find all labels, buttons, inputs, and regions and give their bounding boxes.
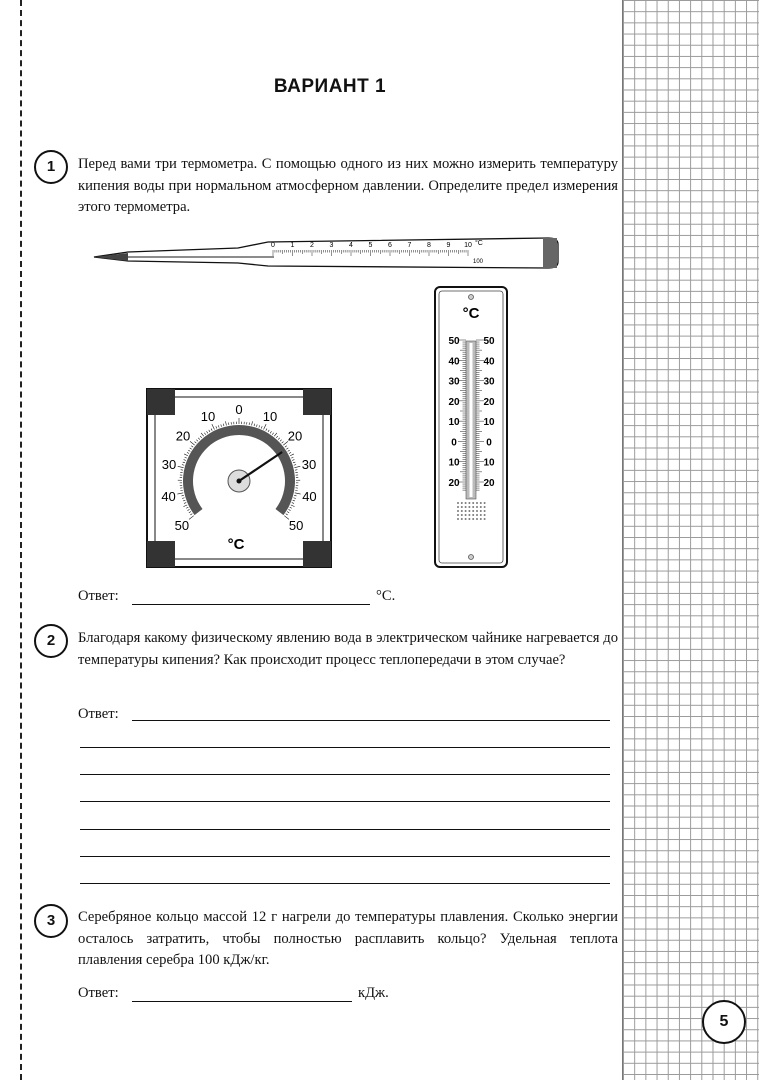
answer-field-2-line-4[interactable] xyxy=(80,801,610,802)
dial-corner-tr xyxy=(303,389,331,415)
wall-thermometer-dot xyxy=(484,514,486,516)
glass-scale-label: 0 xyxy=(271,242,275,249)
wall-scale-label-left: 20 xyxy=(448,396,460,408)
wall-scale-label-left: 10 xyxy=(448,417,460,429)
wall-thermometer-dot xyxy=(457,502,459,504)
wall-thermometer-dot xyxy=(472,506,474,508)
glass-scale-label: 9 xyxy=(446,242,451,249)
wall-scale-label-left: 0 xyxy=(451,437,457,449)
cut-line xyxy=(20,0,22,1080)
wall-thermometer-dot xyxy=(468,514,470,516)
glass-thermometer xyxy=(88,230,568,278)
glass-scale-label: 8 xyxy=(427,242,431,249)
wall-thermometer-dot xyxy=(476,506,478,508)
dial-scale-label: 30 xyxy=(161,457,177,473)
answer-unit-3: кДж. xyxy=(358,985,389,1001)
wall-thermometer-dot xyxy=(457,514,459,516)
dial-scale-label: 20 xyxy=(287,428,303,444)
dial-corner-br xyxy=(303,541,331,567)
wall-thermometer-dot xyxy=(461,502,463,504)
answer-field-3[interactable] xyxy=(132,1001,352,1002)
wall-thermometer xyxy=(433,285,509,569)
wall-thermometer-dot xyxy=(468,518,470,520)
wall-thermometer-dot xyxy=(472,510,474,512)
wall-scale-label-right: 10 xyxy=(483,417,495,429)
glass-scale-label: 6 xyxy=(388,242,392,249)
answer-label-3: Ответ: xyxy=(78,985,119,1001)
wall-thermometer-screw-top xyxy=(469,295,474,300)
glass-scale-label: 4 xyxy=(349,242,353,249)
dial-scale-label: 40 xyxy=(302,488,317,504)
wall-thermometer-dot xyxy=(484,506,486,508)
answer-label-1: Ответ: xyxy=(78,588,119,604)
question-number-2: 2 xyxy=(34,624,68,658)
wall-scale-label-left: 10 xyxy=(448,457,460,469)
dial-scale-label: 20 xyxy=(175,428,191,444)
wall-thermometer-dot xyxy=(457,518,459,520)
wall-thermometer-dot xyxy=(484,502,486,504)
wall-thermometer-dot xyxy=(465,510,467,512)
glass-thermometer-body xyxy=(94,238,558,268)
wall-thermometer-screw-bottom xyxy=(469,555,474,560)
question-text-2: Благодаря какому физическому явлению вода в электрическом чайнике нагревается до температуры кипения? Как происходит процесс теплопередачи в этом случае? xyxy=(78,630,618,668)
wall-scale-label-right: 0 xyxy=(486,437,492,449)
glass-thermometer-end-label: 100 xyxy=(473,259,484,265)
dial-scale-label: 10 xyxy=(262,409,278,425)
dial-scale-label: 0 xyxy=(235,402,243,417)
question-text-1: Перед вами три термометра. С помощью одного из них можно измерить температуру кипения воды при нормальном атмосферном давлении. Определите предел измерения этого термометра. xyxy=(78,156,618,215)
wall-thermometer-dot xyxy=(480,502,482,504)
wall-thermometer-dot xyxy=(461,518,463,520)
glass-scale-label: 7 xyxy=(407,242,412,249)
answer-field-2-line-1[interactable] xyxy=(132,720,610,721)
wall-scale-label-left: 30 xyxy=(448,376,460,388)
page-title: ВАРИАНТ 1 xyxy=(273,76,387,97)
answer-field-2-line-3[interactable] xyxy=(80,774,610,775)
page-number: 5 xyxy=(702,1000,746,1044)
dial-corner-bl xyxy=(147,541,175,567)
wall-thermometer-dot xyxy=(480,510,482,512)
wall-scale-label-right: 40 xyxy=(483,356,495,368)
dial-thermometer xyxy=(144,386,334,570)
question-text-3: Серебряное кольцо массой 12 г нагрели до температуры плавления. Сколько энергии осталось затратить, чтобы полностью расплавить кольцо? Удельная теплота плавления серебра 100 кДж/кг. xyxy=(78,909,618,968)
question-number-1: 1 xyxy=(34,150,68,184)
grid-margin xyxy=(622,0,759,1080)
wall-thermometer-dot xyxy=(468,506,470,508)
wall-thermometer-dot xyxy=(461,510,463,512)
wall-scale-label-left: 50 xyxy=(448,336,460,347)
wall-scale-label-right: 50 xyxy=(483,336,495,347)
wall-thermometer-dot xyxy=(480,514,482,516)
wall-thermometer-unit: °C xyxy=(462,305,480,322)
wall-scale-label-right: 20 xyxy=(483,396,495,408)
glass-thermometer-cap xyxy=(543,238,557,268)
wall-thermometer-dot xyxy=(465,502,467,504)
dial-scale-label: 50 xyxy=(174,517,190,533)
glass-scale-label: 1 xyxy=(290,242,295,249)
wall-scale-label-left: 20 xyxy=(448,478,460,489)
wall-thermometer-dot xyxy=(465,518,467,520)
wall-thermometer-dot xyxy=(465,514,467,516)
wall-thermometer-tube xyxy=(470,343,473,497)
answer-unit-1: °С. xyxy=(376,588,396,604)
wall-thermometer-dot xyxy=(476,518,478,520)
wall-thermometer-dot xyxy=(476,502,478,504)
answer-field-2-line-5[interactable] xyxy=(80,829,610,830)
glass-scale-label: 2 xyxy=(310,242,314,249)
wall-scale-label-right: 30 xyxy=(483,376,495,388)
dial-corner-tl xyxy=(147,389,175,415)
wall-scale-label-right: 10 xyxy=(483,457,495,469)
wall-thermometer-dot xyxy=(472,502,474,504)
dial-scale-label: 40 xyxy=(161,488,176,504)
wall-thermometer-dot xyxy=(468,502,470,504)
answer-field-2-line-7[interactable] xyxy=(80,883,610,884)
wall-thermometer-dot xyxy=(476,510,478,512)
wall-thermometer-dot xyxy=(457,510,459,512)
wall-thermometer-dot xyxy=(472,518,474,520)
wall-thermometer-dot xyxy=(457,506,459,508)
answer-field-1[interactable] xyxy=(132,604,370,605)
wall-thermometer-dot xyxy=(461,514,463,516)
wall-thermometer-dot xyxy=(476,514,478,516)
wall-thermometer-dot xyxy=(472,514,474,516)
glass-scale-label: 5 xyxy=(368,242,373,249)
glass-scale-label: 3 xyxy=(329,242,334,249)
wall-thermometer-dot xyxy=(465,506,467,508)
glass-scale-label: 10 xyxy=(464,242,472,249)
wall-scale-label-right: 20 xyxy=(483,478,495,489)
answer-field-2-line-6[interactable] xyxy=(80,856,610,857)
dial-unit: °C xyxy=(227,536,245,553)
answer-label-2: Ответ: xyxy=(78,706,119,722)
wall-thermometer-dot xyxy=(484,518,486,520)
dial-scale-label: 10 xyxy=(200,409,216,425)
dial-scale-label: 30 xyxy=(301,457,317,473)
dial-scale-label: 50 xyxy=(288,517,304,533)
answer-field-2-line-2[interactable] xyxy=(80,747,610,748)
wall-thermometer-dot xyxy=(461,506,463,508)
wall-thermometer-dot xyxy=(480,506,482,508)
question-number-3: 3 xyxy=(34,904,68,938)
glass-thermometer-unit: °C xyxy=(475,240,483,247)
wall-scale-label-left: 40 xyxy=(448,356,460,368)
wall-thermometer-dot xyxy=(468,510,470,512)
wall-thermometer-dot xyxy=(484,510,486,512)
wall-thermometer-dot xyxy=(480,518,482,520)
dial-pivot xyxy=(237,479,242,484)
